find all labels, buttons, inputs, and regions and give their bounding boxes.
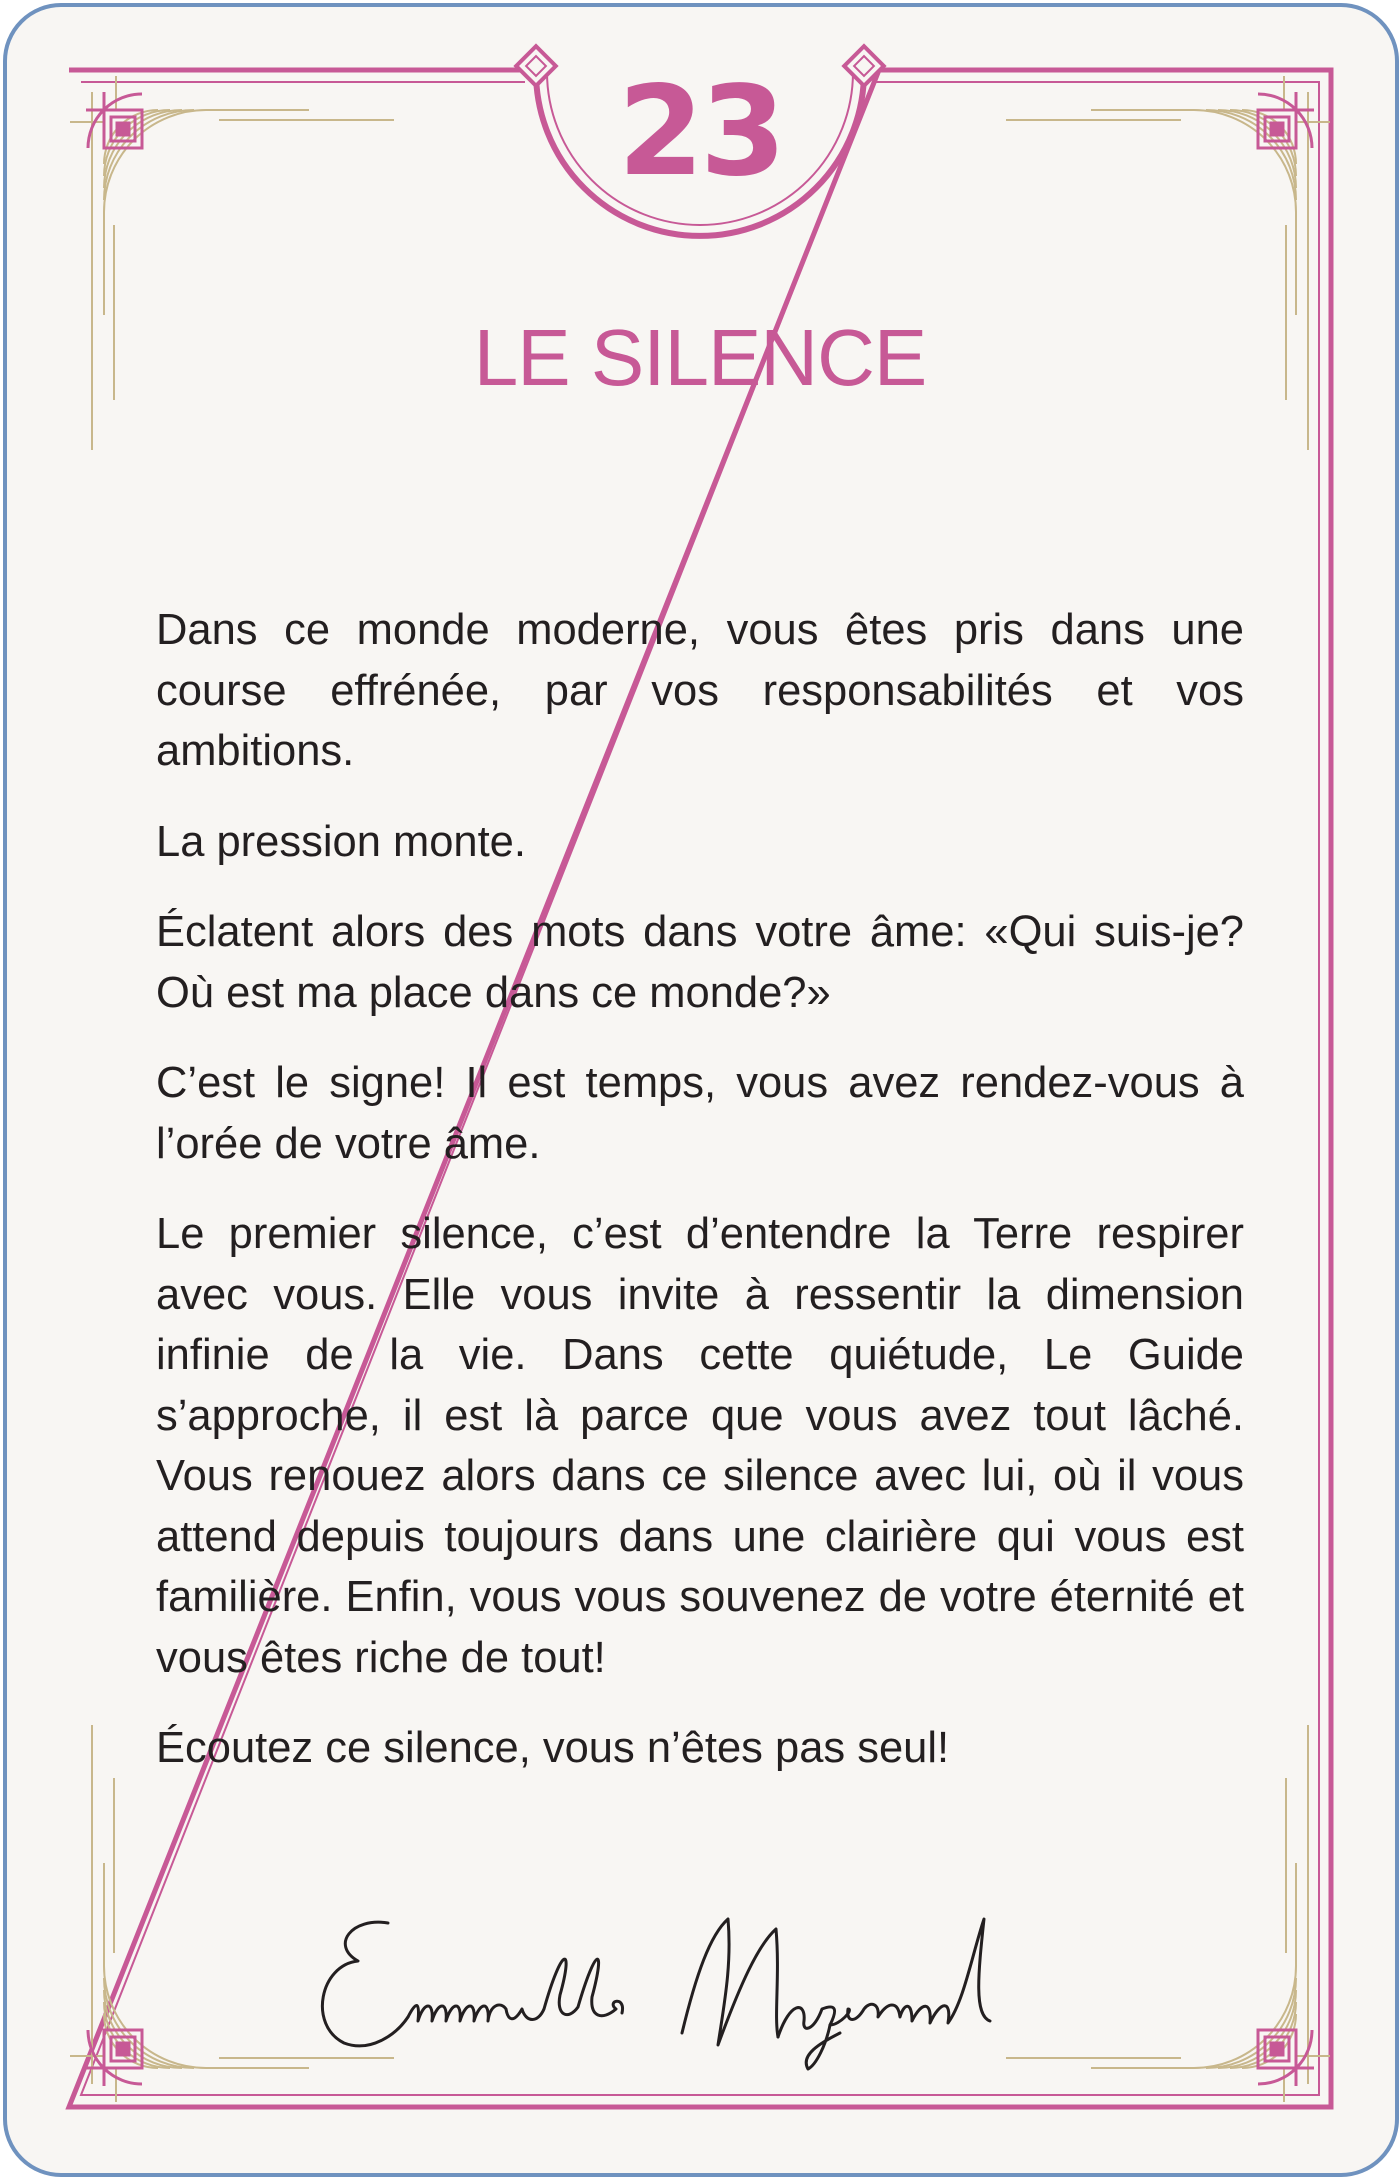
paragraph: Éclatent alors des mots dans votre âme: «Qui suis-je? Où est ma place dans ce monde?»: [156, 908, 1244, 1017]
card-body: [156, 600, 1244, 1809]
paragraph: Le premier silence, c’est d’entendre la Terre respirer avec vous. Elle vous invite à ressentir la dimension infinie de la vie. Dans cette quiétude, Le Guide s’approche, il est là parce que vous avez tout lâché. Vous renouez alors dans ce silence avec lui, où il vous attend depuis toujours dans une clairière qui vous est familière. Enfin, vous vous souvenez de votre éternité et vous êtes riche de tout!: [156, 1210, 1244, 1682]
paragraph: La pression monte.: [156, 817, 526, 866]
card-number: 23: [617, 60, 783, 204]
author-signature: [300, 1905, 1100, 2075]
paragraph: C’est le signe! Il est temps, vous avez rendez-vous à l’orée de votre âme.: [156, 1059, 1244, 1168]
card-title: LE SILENCE: [473, 313, 927, 402]
paragraph: Écoutez ce silence, vous n’êtes pas seul!: [156, 1724, 950, 1772]
paragraph: Dans ce monde moderne, vous êtes pris dans une course effrénée, par vos responsabilités et vos ambitions.: [156, 606, 1244, 775]
